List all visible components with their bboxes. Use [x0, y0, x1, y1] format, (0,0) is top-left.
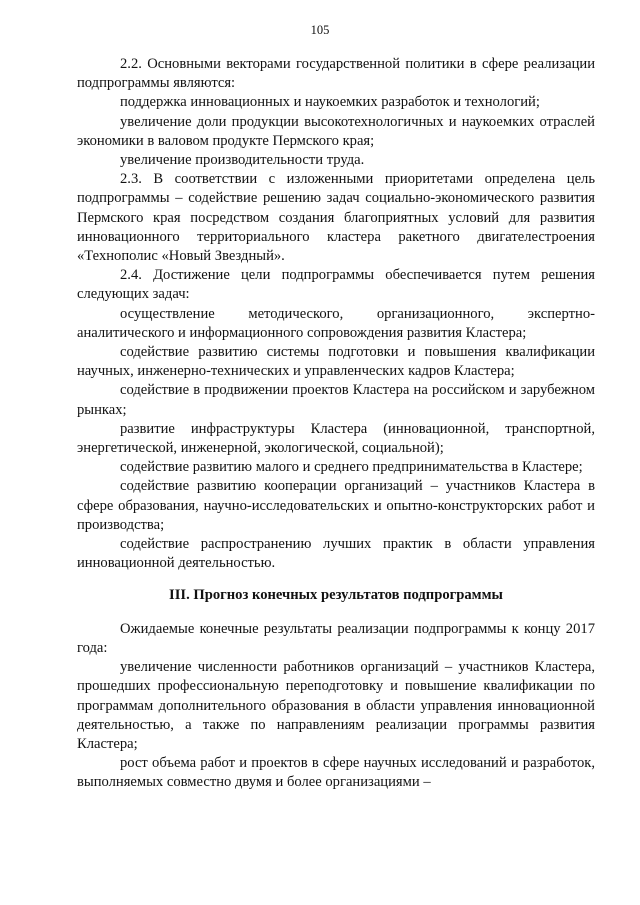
list-item-productivity: увеличение производительности труда.	[120, 152, 365, 169]
result-staff-training: увеличение численности работников организаций – участников Кластера, прошедших профессиональную переподготовку и повышение квалификации по программам дополнительного образования в области управления инновационной деятельностью, а также по направлениям реализации программы развития Кластера;	[77, 659, 595, 752]
page-number: 105	[310, 23, 330, 37]
task-cooperation: содействие развитию кооперации организаций – участников Кластера в сфере образования, научно-исследовательских и опытно-конструкторских работ и производства;	[77, 478, 595, 533]
task-market-promotion: содействие в продвижении проектов Кластера на российском и зарубежном рынках;	[77, 382, 595, 418]
list-item-innovation-support: поддержка инновационных и наукоемких разработок и технологий;	[120, 94, 540, 111]
result-joint-research: рост объема работ и проектов в сфере научных исследований и разработок, выполняемых совместно двумя и более организациями –	[77, 755, 595, 791]
paragraph-2-2: 2.2. Основными векторами государственной политики в сфере реализации подпрограммы являются:	[77, 56, 595, 92]
list-item-hightech-share: увеличение доли продукции высокотехнологичных и наукоемких отраслей экономики в валовом продукте Пермского края;	[77, 113, 595, 149]
task-best-practices: содействие распространению лучших практик в области управления инновационной деятельностью.	[77, 536, 595, 572]
task-methodical-support: осуществление методического, организационного, экспертно-аналитического и информационного сопровождения развития Кластера;	[77, 305, 595, 341]
task-personnel-training: содействие развитию системы подготовки и повышения квалификации научных, инженерно-технических и управленческих кадров Кластера;	[77, 344, 595, 380]
paragraph-2-3: 2.3. В соответствии с изложенными приоритетами определена цель подпрограммы – содействие решению задач социально-экономического развития Пермского края посредством создания благоприятных условий для развития инновационного территориального кластера ракетного двигателестроения «Технополис «Новый Звездный».	[77, 171, 595, 265]
expected-results-intro: Ожидаемые конечные результаты реализации подпрограммы к концу 2017 года:	[77, 620, 595, 656]
task-infrastructure: развитие инфраструктуры Кластера (инновационной, транспортной, энергетической, инженерной, экологической, социальной);	[77, 420, 595, 457]
paragraph-2-4: 2.4. Достижение цели подпрограммы обеспечивается путем решения следующих задач:	[77, 267, 595, 303]
document-body	[77, 55, 595, 793]
task-small-business: содействие развитию малого и среднего предпринимательства в Кластере;	[120, 459, 583, 476]
section-heading: III. Прогноз конечных результатов подпрограммы	[169, 587, 503, 604]
